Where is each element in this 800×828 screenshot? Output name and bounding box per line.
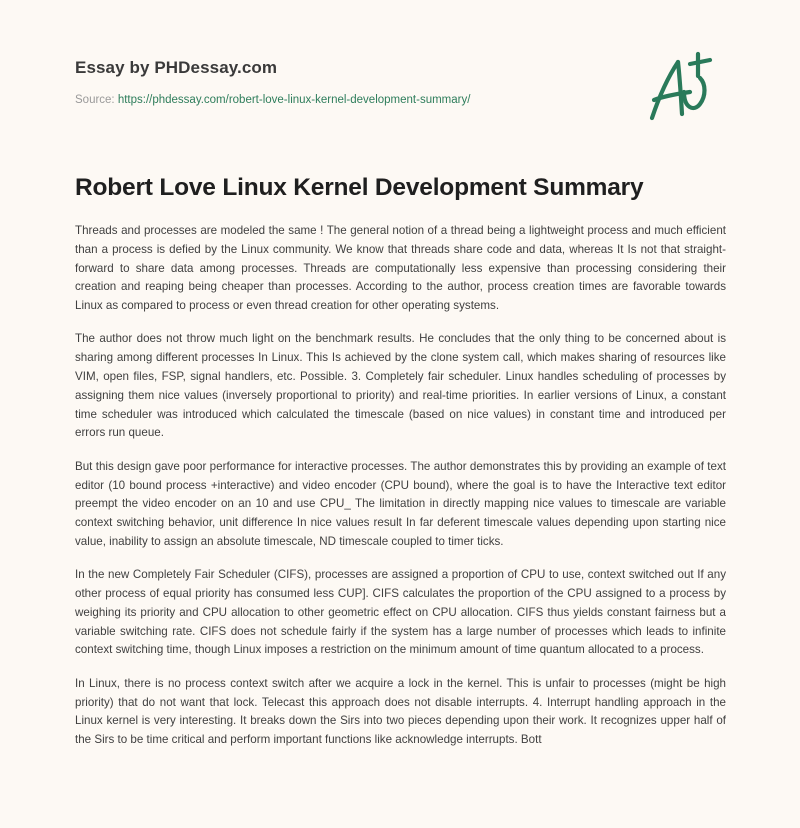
source-label: Source: [75,94,118,106]
site-title: Essay by PHDessay.com [75,58,278,77]
article-title: Robert Love Linux Kernel Development Summary [75,174,644,201]
article-body [75,222,726,764]
article-paragraph: But this design gave poor performance for interactive processes. The author demonstrates this by providing an example of text editor (10 bound process +interactive) and video encoder (CPU bound), where the goal is to have the Interactive text editor preempt the video encoder on an 10 and use CPU_ The limitation in directly mapping nice values to timescale are variable context switching behavior, unit difference In nice values result In far deferent timescale values depending upon starting nice value, inability to assign an absolute timescale, ND timescale coupled to timer ticks. [75,459,726,548]
site-header [75,58,615,106]
article-paragraph: The author does not throw much light on the benchmark results. He concludes that the only thing to be concerned about is sharing among different processes In Linux. This Is achieved by the clone system call, which makes sharing of resources like VIM, open files, FSP, signal handlers, etc. Possible. 3. Completely fair scheduler. Linux handles scheduling of processes by assigning them nice values (inversely proportional to priority) and real-time priorities. In earlier versions of Linux, a constant time scheduler was introduced which calculated the timescale (based on nice values) in constant time and introduced per errors run queue. [75,332,726,440]
article-paragraph: In the new Completely Fair Scheduler (CIFS), processes are assigned a proportion of CPU to use, context switched out If any other process of equal priority has consumed less CUP]. CIFS calculates the proportion of the CPU assigned to a process by weighing its priority and CPU allocation to other geometric effect on CPU allocation. CIFS thus yields constant fairness but a variable switching rate. CIFS does not schedule fairly if the system has a large number of processes which leads to infinite context switching time, though Linux imposes a restriction on the minimum amount of time quantum allocated to a process. [75,568,726,657]
source-link[interactable]: https://phdessay.com/robert-love-linux-kernel-development-summary/ [117,94,471,106]
a-plus-grade-icon [640,40,720,130]
article-paragraph: Threads and processes are modeled the same ! The general notion of a thread being a lightweight process and much efficient than a process is defied by the Linux community. We know that threads share code and data, whereas It Is not that straight-forward to share data among processes. Threads are computationally less expensive than processing considering their creation and reaping being cheaper than processes. According to the author, process creation times are favorable towards Linux as compared to process or even thread creation for other operating systems. [75,224,726,313]
article-paragraph: In Linux, there is no process context switch after we acquire a lock in the kernel. This is unfair to processes (might be high priority) that do not want that lock. Telecast this approach does not disable interrupts. 4. Interrupt handling approach in the Linux kernel is very interesting. It breaks down the Sirs into two pieces depending upon their work. It recognizes upper half of the Sirs to be time critical and perform important functions like acknowledge interrupts. Bott [75,676,726,747]
source-line [75,94,615,106]
